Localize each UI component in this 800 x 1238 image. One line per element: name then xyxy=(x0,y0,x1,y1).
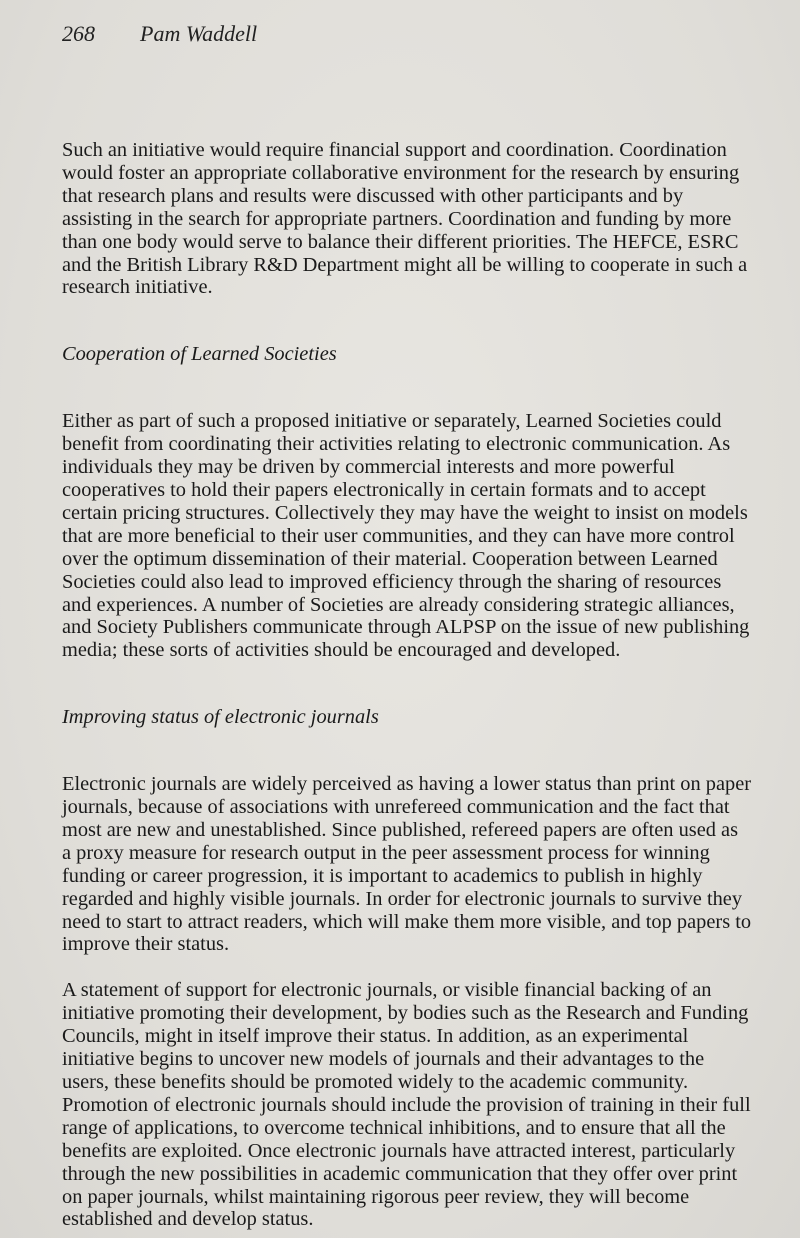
paragraph-support-statement: A statement of support for electronic journals, or visible financial backing of an initiative promoting their development, by bodies such as the Research and Funding Councils, might in itself improve their status. In addition, as an experimental initiative begins to uncover new models of journals and their advantages to the users, these benefits should be promoted widely to the academic community. Promotion of electronic journals should include the provision of training in their full range of applications, to overcome technical inhibitions, and to ensure that all the benefits are exploited. Once electronic journals have attracted interest, particularly through the new possibilities in academic communication that they offer over print on paper journals, whilst maintaining rigorous peer review, they will become established and develop status. xyxy=(62,979,751,1231)
section-heading-learned-societies: Cooperation of Learned Societies xyxy=(62,343,337,366)
paragraph-journal-status: Electronic journals are widely perceived as having a lower status than print on paper journals, because of associations with unrefereed communication and the fact that most are new and unestablished. Since published, refereed papers are often used as a proxy measure for research output in the peer assessment process for winning funding or career progression, it is important to academics to publish in highly regarded and highly visible journals. In order for electronic journals to survive they need to start to attract readers, which will make them more visible, and top papers to improve their status. xyxy=(62,773,752,956)
body-text xyxy=(62,139,752,1231)
page-number: 268 xyxy=(62,21,95,46)
running-head xyxy=(62,20,257,48)
paragraph-learned-societies: Either as part of such a proposed initiative or separately, Learned Societies could benefit from coordinating their activities relating to electronic communication. As individuals they may be driven by commercial interests and more powerful cooperatives to hold their papers electronically in certain formats and to accept certain pricing structures. Collectively they may have the weight to insist on models that are more beneficial to their user communities, and they can have more control over the optimum dissemination of their material. Cooperation between Learned Societies could also lead to improved efficiency through the sharing of resources and experiences. A number of Societies are already considering strategic alliances, and Society Publishers communicate through ALPSP on the issue of new publishing media; these sorts of activities should be encouraged and developed. xyxy=(62,410,750,662)
running-head-author: Pam Waddell xyxy=(140,21,258,46)
section-heading-electronic-journals: Improving status of electronic journals xyxy=(62,706,379,729)
paragraph-initiative-funding: Such an initiative would require financial support and coordination. Coordination would foster an appropriate collaborative environment for the research by ensuring that research plans and results were discussed with other participants and by assisting in the search for appropriate partners. Coordination and funding by more than one body would serve to balance their different priorities. The HEFCE, ESRC and the British Library R&D Department might all be willing to cooperate in such a research initiative. xyxy=(62,139,748,299)
